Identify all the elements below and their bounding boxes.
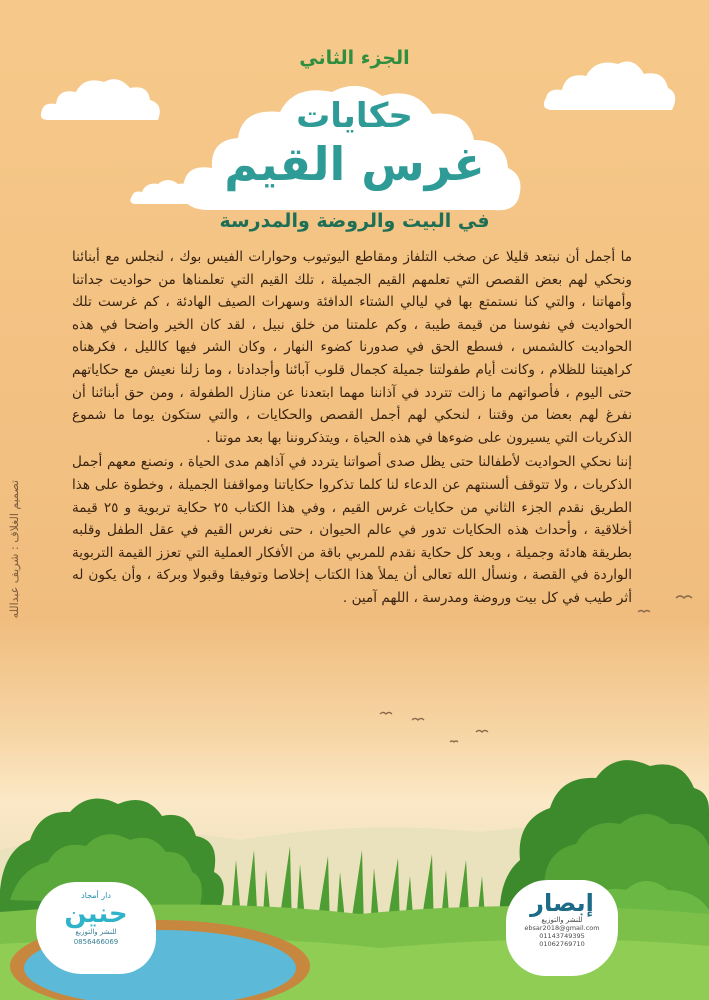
publisher-name: إبصار (530, 889, 594, 917)
blurb-text (72, 246, 632, 610)
publisher-name: حنين (64, 899, 128, 929)
book-title-line-1: حكايات (296, 96, 413, 136)
blurb-paragraph-1: ما أجمل أن نبتعد قليلا عن صخب التلفاز ومقاطع اليوتيوب وحوارات الفيس بوك ، لنجلس مع أبنائنا ونحكي لهم بعض القصص التي تعلمهم القيم الجميلة ، تلك القيم التي تعلمناها من حواديت جداتنا وأمهاتنا ، والتي كنا نستمتع بها في ليالي الشتاء الدافئة وسهرات الصيف الهادئة ، كم غرست تلك الحواديت في نفوسنا من قيمة طيبة ، وكم علمتنا من خلق نبيل ، لقد كان الخير واضحا في هذه الحواديت كالشمس ، فسطع الحق في صدورنا كضوء النهار ، وكان الشر فيها كالليل ، فكرهناه كراهيتنا للظلام ، وكانت أيام طفولتنا جميلة كجمال قلوب آبائنا وأجدادنا ، وما زلنا نعيش مع حكاياتهم حتى اليوم ، فأصواتهم ما زالت تتردد في آذاننا مهما ابتعدنا عن منازل الطفولة ، ومن حق أبنائنا أن نفرغ لهم بعضا من وقتنا ، لنحكي لهم أجمل القصص والحكايات ، والتي ستكون يوما ما شموع الذكريات التي يسيرون على ضوءها في هذه الحياة ، ويتذكروننا بها بعد موتنا . (72, 249, 632, 446)
bird-icon (676, 596, 692, 598)
blurb-paragraph-2: إننا نحكي الحواديت لأطفالنا حتى يظل صدى أصواتنا يتردد في آذاهم مدى الحياة ، ونصنع معهم أجمل الذكريات ، ولا تتوقف ألسنتهم عن الدعاء لنا كلما تذكروا حكاياتنا ومواقفنا الجميلة ، وخطوة على هذا الطريق نقدم الجزء الثاني من حكايات غرس القيم ، وفي هذا الكتاب ٢٥ حكاية تربوية و ٢٥ قيمة أخلاقية ، وأحداث هذه الحكايات تدور في عالم الحيوان ، حتى نغرس القيم في عقل الطفل وقلبه بطريقة هادئة وجميلة ، وبعد كل حكاية نقدم للمربي باقة من الأفكار العملية التي تعزز القيمة التربوية الواردة في القصة ، ونسأل الله تعالى أن يملأ هذا الكتاب إخلاصا وتوفيقا وقبولا وبركة ، وأن يكون له أثر طيب في كل بيت وروضة ومدرسة ، اللهم آمين . (72, 454, 632, 606)
part-label: الجزء الثاني (299, 47, 410, 69)
bird-icon (638, 611, 650, 613)
book-subtitle: في البيت والروضة والمدرسة (219, 210, 490, 232)
publisher-logo-ebsar (506, 880, 618, 976)
publisher-tagline: للنشر والتوزيع (75, 928, 117, 936)
publisher-email: ebsar2018@gmail.com (524, 924, 600, 932)
publisher-logo-haneen (36, 882, 156, 974)
publisher-phone: 01062769710 (539, 940, 585, 948)
publisher-imprint: دار أمجاد (81, 891, 111, 900)
publisher-phone: 0856466069 (73, 938, 119, 946)
publisher-phone: 01143749395 (539, 932, 585, 940)
publisher-tagline: للنشر والتوزيع (541, 916, 583, 924)
cover-design-credit: تصميم الغلاف : شريف عبدالله (8, 480, 21, 619)
book-title-line-2: غرس القيم (224, 137, 485, 191)
